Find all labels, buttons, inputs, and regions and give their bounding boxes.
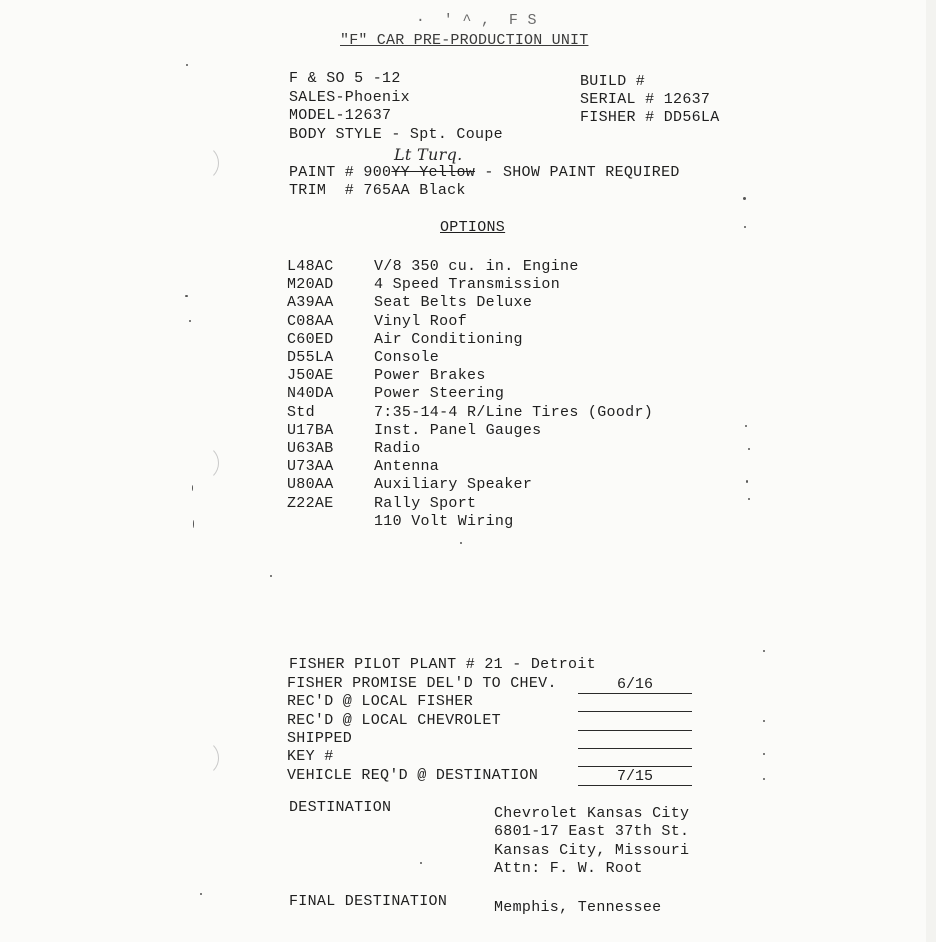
- shipping-label: REC'D @ LOCAL CHEVROLET: [287, 712, 501, 729]
- scan-speck: [763, 753, 765, 755]
- scan-speck: [743, 197, 746, 200]
- destination-address-line: 6801-17 East 37th St.: [494, 823, 690, 840]
- scan-speck: [192, 485, 193, 491]
- pilot-plant: FISHER PILOT PLANT # 21 - Detroit: [289, 656, 596, 673]
- scan-speck: [748, 448, 750, 450]
- fill-in-line: [578, 766, 692, 767]
- fill-in-line: [578, 748, 692, 749]
- option-description: Inst. Panel Gauges: [374, 422, 542, 439]
- shipping-label: VEHICLE REQ'D @ DESTINATION: [287, 767, 539, 784]
- header-title: "F" CAR PRE-PRODUCTION UNIT: [340, 32, 589, 49]
- shipping-date-value: 6/16: [616, 676, 653, 693]
- option-code: U73AA: [287, 458, 334, 475]
- option-code: U63AB: [287, 440, 334, 457]
- option-code: J50AE: [287, 367, 334, 384]
- scan-speck: [763, 720, 765, 722]
- fill-in-line: [578, 711, 692, 712]
- serial-number: SERIAL # 12637: [580, 91, 711, 108]
- fisher-number: FISHER # DD56LA: [580, 109, 720, 126]
- option-code: C08AA: [287, 313, 334, 330]
- paint-suffix: - SHOW PAINT REQUIRED: [475, 164, 680, 181]
- shipping-label: KEY #: [287, 748, 334, 765]
- option-description: Radio: [374, 440, 421, 457]
- scan-speck: [744, 226, 746, 228]
- final-destination-value: Memphis, Tennessee: [494, 899, 662, 916]
- option-description: Vinyl Roof: [374, 313, 468, 330]
- option-code: Std: [287, 404, 315, 421]
- shipping-label: SHIPPED: [287, 730, 353, 747]
- header-line-1: · ' ^ , F S: [388, 12, 537, 29]
- trim-line: TRIM # 765AA Black: [289, 182, 466, 199]
- destination-address-line: Attn: F. W. Root: [494, 860, 643, 877]
- option-code: M20AD: [287, 276, 334, 293]
- option-code: C60ED: [287, 331, 334, 348]
- scan-edge-shadow: [926, 0, 936, 942]
- scan-speck: [185, 295, 188, 297]
- option-description: Power Steering: [374, 385, 505, 402]
- option-description: Auxiliary Speaker: [374, 476, 533, 493]
- sales-location: SALES-Phoenix: [289, 89, 410, 106]
- option-code: D55LA: [287, 349, 334, 366]
- paint-handwritten-correction: Lt Turq.: [394, 145, 463, 164]
- shipping-date-value: 7/15: [616, 768, 653, 785]
- option-description: V/8 350 cu. in. Engine: [374, 258, 579, 275]
- scan-speck: [193, 520, 194, 528]
- option-description: Air Conditioning: [374, 331, 523, 348]
- scan-speck: [460, 542, 462, 544]
- option-description: Antenna: [374, 458, 440, 475]
- scan-speck: [763, 778, 765, 780]
- paint-line: [289, 164, 680, 182]
- scan-speck: [745, 425, 747, 427]
- destination-address-line: Chevrolet Kansas City: [494, 805, 690, 822]
- option-description: 110 Volt Wiring: [374, 513, 514, 530]
- option-description: Console: [374, 349, 440, 366]
- paint-struck-color: YY Yellow: [391, 164, 476, 181]
- option-code: A39AA: [287, 294, 334, 311]
- scan-speck: [420, 862, 422, 864]
- options-title: OPTIONS: [440, 219, 506, 236]
- scan-speck: [763, 650, 765, 652]
- option-description: 4 Speed Transmission: [374, 276, 561, 293]
- scan-speck: [189, 320, 191, 322]
- scan-speck: [748, 498, 750, 500]
- option-code: Z22AE: [287, 495, 334, 512]
- fso-number: F & SO 5 -12: [289, 70, 401, 87]
- binder-hole-mark: [184, 740, 219, 776]
- option-code: N40DA: [287, 385, 334, 402]
- option-description: Seat Belts Deluxe: [374, 294, 533, 311]
- scan-speck: [200, 893, 202, 895]
- binder-hole-mark: [184, 445, 219, 481]
- option-code: L48AC: [287, 258, 334, 275]
- final-destination-label: FINAL DESTINATION: [289, 893, 448, 910]
- binder-hole-mark: [184, 145, 219, 181]
- option-code: U80AA: [287, 476, 334, 493]
- destination-address-line: Kansas City, Missouri: [494, 842, 690, 859]
- model-number: MODEL-12637: [289, 107, 392, 124]
- destination-label: DESTINATION: [289, 799, 392, 816]
- option-description: 7:35-14-4 R/Line Tires (Goodr): [374, 404, 654, 421]
- shipping-label: FISHER PROMISE DEL'D TO CHEV.: [287, 675, 557, 692]
- scan-speck: [270, 575, 272, 577]
- shipping-label: REC'D @ LOCAL FISHER: [287, 693, 474, 710]
- body-style: BODY STYLE - Spt. Coupe: [289, 126, 503, 143]
- fill-in-line: [578, 730, 692, 731]
- option-code: U17BA: [287, 422, 334, 439]
- scan-speck: [186, 64, 188, 66]
- scan-speck: [746, 480, 748, 483]
- build-number: BUILD #: [580, 73, 646, 90]
- option-description: Rally Sport: [374, 495, 477, 512]
- option-description: Power Brakes: [374, 367, 486, 384]
- paint-prefix: PAINT # 900: [289, 164, 392, 181]
